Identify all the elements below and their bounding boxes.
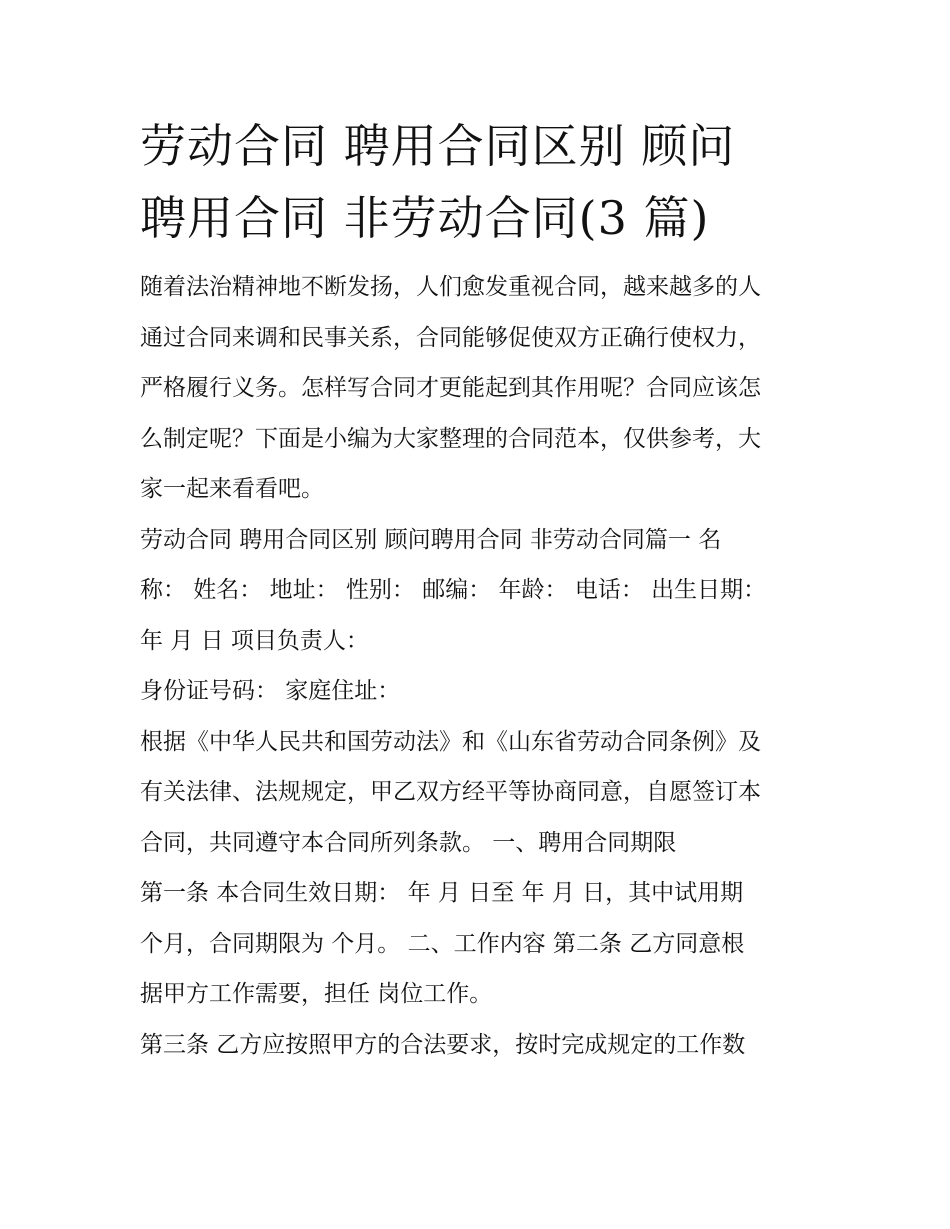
text-line: 劳动合同 聘用合同区别 顾问聘用合同 非劳动合同篇一 名 <box>140 526 722 553</box>
text-line: 通过合同来调和民事关系，合同能够促使双方正确行使权力， <box>140 324 761 351</box>
text-line: 第三条 乙方应按照甲方的合法要求，按时完成规定的工作数 <box>140 1031 746 1058</box>
title-line: 劳动合同 聘用合同区别 顾问 <box>140 119 736 173</box>
text-line: 个月，合同期限为 个月。 二、工作内容 第二条 乙方同意根 <box>140 930 745 957</box>
text-line: 根据《中华人民共和国劳动法》和《山东省劳动合同条例》及 <box>140 728 761 755</box>
text-line: 随着法治精神地不断发扬，人们愈发重视合同，越来越多的人 <box>140 274 761 300</box>
intro-paragraph <box>140 262 820 515</box>
document-page <box>140 110 820 1070</box>
title-line: 聘用合同 非劳动合同(3 篇) <box>140 191 710 245</box>
text-line: 家一起来看看吧。 <box>140 476 324 502</box>
text-line: 第一条 本合同生效日期： 年 月 日至 年 月 日，其中试用期 <box>140 880 744 906</box>
document-title <box>140 110 820 254</box>
text-line: 有关法律、法规规定，甲乙双方经平等协商同意，自愿签订本 <box>140 779 761 805</box>
text-line: 据甲方工作需要，担任 岗位工作。 <box>140 981 493 1007</box>
text-line: 合同，共同遵守本合同所列条款。 一、聘用合同期限 <box>140 829 677 856</box>
contract-body <box>140 515 820 1071</box>
text-line: 么制定呢？下面是小编为大家整理的合同范本，仅供参考，大 <box>140 425 761 452</box>
text-line: 身份证号码： 家庭住址： <box>140 678 401 704</box>
text-line: 年 月 日 项目负责人： <box>140 627 369 654</box>
text-line: 称： 姓名： 地址： 性别： 邮编： 年龄： 电话： 出生日期： <box>140 577 767 603</box>
text-line: 严格履行义务。怎样写合同才更能起到其作用呢？合同应该怎 <box>140 375 761 401</box>
